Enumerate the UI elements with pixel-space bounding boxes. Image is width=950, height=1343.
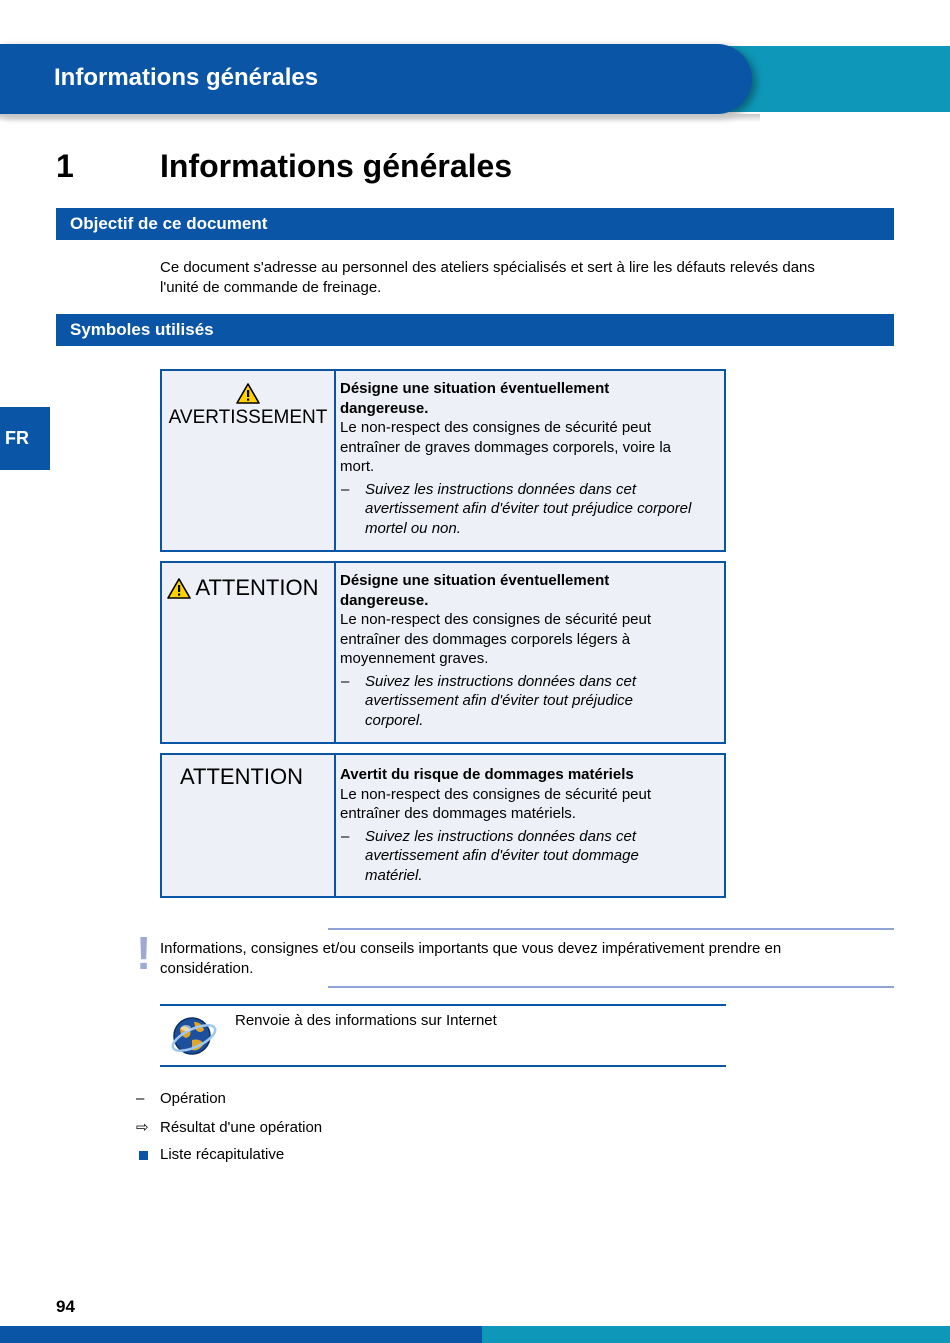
symbol-box-attention-personal: [160, 561, 726, 744]
dash-marker: –: [136, 1090, 145, 1107]
symbol-label-cell: [162, 563, 334, 601]
instruction-line: Suivez les instructions données dans cet: [365, 827, 636, 845]
objectif-line: Ce document s'adresse au personnel des ateliers spécialisés et sert à lire les défauts relevés dans: [160, 259, 815, 276]
note-line: considération.: [160, 959, 254, 977]
symbol-divider: [334, 371, 336, 550]
symbol-label-cell: [162, 371, 334, 429]
warning-triangle-icon: [167, 578, 191, 599]
important-note-text: [160, 939, 894, 978]
symbol-box-attention-material: [160, 753, 726, 898]
section-heading-objectif: Objectif de ce document: [56, 208, 894, 240]
symbol-description: [340, 765, 722, 885]
dash-marker: –: [341, 672, 350, 690]
note-bottom-rule: [328, 986, 894, 988]
chapter-number: 1: [56, 148, 74, 184]
symbol-divider: [334, 755, 336, 896]
description-title: Désigne une situation éventuellement: [340, 572, 610, 589]
instruction-line: Suivez les instructions données dans cet: [365, 480, 636, 498]
symbol-description: [340, 379, 722, 538]
section-heading-symboles: Symboles utilisés: [56, 314, 894, 346]
header-shadow: [0, 114, 760, 122]
symbol-label: AVERTISSEMENT: [168, 407, 328, 428]
internet-note-text: Renvoie à des informations sur Internet: [235, 1012, 497, 1029]
internet-top-rule: [160, 1004, 726, 1006]
chapter-title: Informations générales: [160, 148, 513, 184]
description-line: Le non-respect des consignes de sécurité peut: [340, 611, 652, 628]
legend-item-list: [136, 1146, 284, 1163]
legend-label: Opération: [160, 1090, 226, 1107]
description-line: mort.: [340, 458, 375, 475]
note-top-rule: [328, 928, 894, 930]
description-line: entraîner de graves dommages corporels, voire la: [340, 438, 671, 456]
symbol-label: ATTENTION: [180, 764, 304, 789]
instruction-line: corporel.: [365, 711, 424, 729]
legend-item-operation: [136, 1090, 226, 1107]
legend-label: Liste récapitulative: [160, 1146, 285, 1163]
note-line: Informations, consignes et/ou conseils importants que vous devez impérativement prendre en: [160, 940, 782, 957]
square-bullet-icon: [139, 1151, 148, 1160]
description-line: Le non-respect des consignes de sécurité peut: [340, 419, 652, 436]
footer-band: [0, 1326, 482, 1343]
instruction-line: Suivez les instructions données dans cet: [365, 672, 636, 690]
description-line: entraîner des dommages corporels légers à: [340, 630, 631, 648]
symbol-box-avertissement: [160, 369, 726, 552]
description-title: Désigne une situation éventuellement: [340, 380, 610, 397]
arrow-right-icon: ⇨: [136, 1119, 149, 1136]
description-title: dangereuse.: [340, 399, 429, 417]
symbol-divider: [334, 563, 336, 742]
objectif-paragraph: [160, 258, 890, 297]
instruction-item: [340, 672, 722, 731]
dash-marker: –: [341, 827, 350, 845]
description-line: Le non-respect des consignes de sécurité peut: [340, 785, 652, 803]
instruction-line: avertissement afin d'éviter tout dommage: [365, 847, 639, 864]
instruction-line: avertissement afin d'éviter tout préjudice corporel: [365, 500, 692, 517]
footer-band-teal: [482, 1326, 950, 1343]
page-number: 94: [56, 1297, 75, 1316]
objectif-line: l'unité de commande de freinage.: [160, 278, 382, 296]
instruction-line: matériel.: [365, 866, 423, 884]
symbol-label-cell: [162, 755, 334, 790]
instruction-item: [340, 480, 722, 539]
exclamation-icon: !: [136, 927, 152, 979]
warning-triangle-icon: [236, 383, 260, 404]
legend-item-result: [136, 1118, 322, 1136]
header-title: Informations générales: [54, 64, 319, 91]
symbol-description: [340, 571, 722, 730]
description-title: dangereuse.: [340, 591, 429, 609]
description-line: moyennement graves.: [340, 650, 489, 667]
description-line: entraîner des dommages matériels.: [340, 805, 576, 822]
language-tab: FR: [0, 407, 50, 470]
globe-icon: [170, 1014, 218, 1058]
legend-label: Résultat d'une opération: [160, 1119, 323, 1136]
dash-marker: –: [341, 480, 350, 498]
internet-bottom-rule: [160, 1065, 726, 1067]
symbol-label: ATTENTION: [195, 575, 319, 600]
description-title: Avertit du risque de dommages matériels: [340, 766, 634, 783]
instruction-line: avertissement afin d'éviter tout préjudice: [365, 692, 634, 709]
instruction-item: [340, 827, 722, 886]
instruction-line: mortel ou non.: [365, 519, 461, 537]
